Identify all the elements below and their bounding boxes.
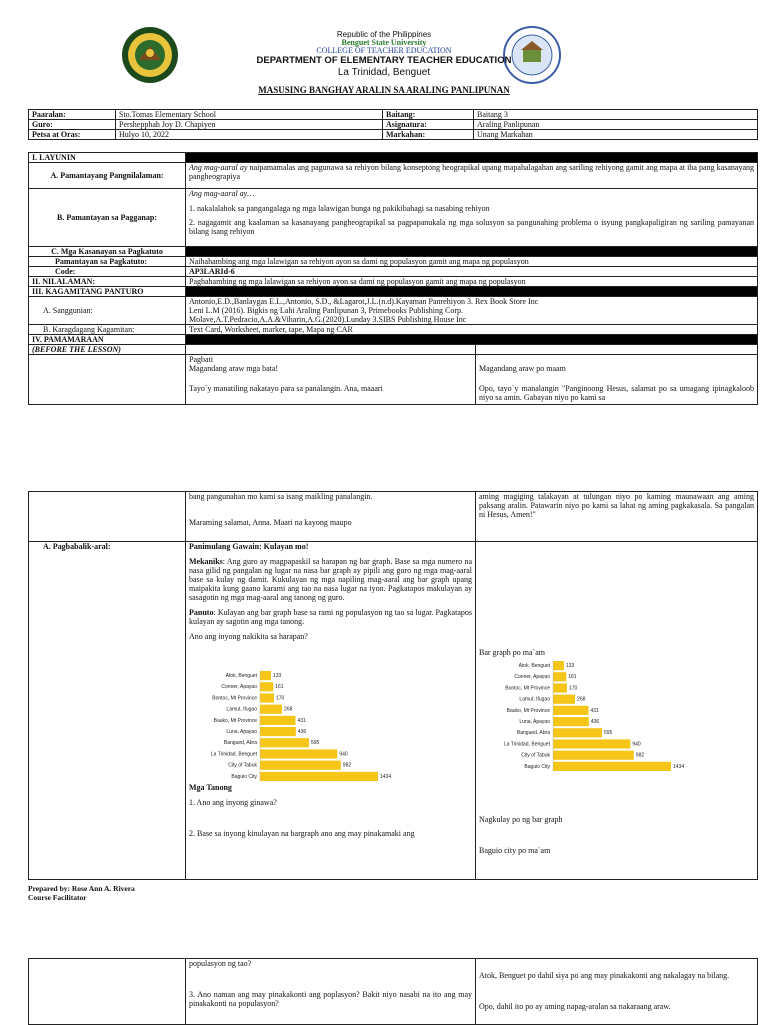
body-text: : Ang guro ay magpapaskil sa harapan ng bar graph. Base sa mga numero na nasa gilid ng pangalan ng lugar na nasa bar graph ay pipili ang guro ng mga mag-aaral base sa kulay ng damit. Kukulayan ng mga napiling mag-aaral ang bar graph upang maipakita kung gaano karami ang tao na nasa lugar na iyon. Pagkatapos makulayan ay sasagotin ng mga mag-aaral ang tanong ng guro. [189, 557, 472, 602]
student-activity [476, 959, 758, 1025]
republic-line: Republic of the Philippines [336, 30, 432, 39]
section-bar [186, 287, 758, 297]
category-label: Bangued, Abra [516, 730, 550, 737]
prepared-role: Course Facilitator [28, 893, 87, 902]
student-line: Opo, tayo`y manalangin "Panginoong Hesus, salamat po sa umagang ipinagkaloob niyo sa amin. Gabayan niyo po kami sa [479, 384, 754, 402]
before-lesson-label: (BEFORE THE LESSON) [29, 345, 186, 355]
pamamaraan-label: IV. PAMAMARAAN [29, 335, 186, 345]
value-label: 436 [297, 729, 307, 735]
objective-item: 1. nakalalahok sa pangangalaga ng mga lalawigan bunga ng pakikibahagi sa nasabing rehiyon [189, 204, 490, 213]
bar [553, 683, 567, 692]
value-label: 133 [272, 673, 282, 679]
panuto-text [189, 608, 472, 626]
bar [260, 738, 309, 747]
info-value: Unang Markahan [474, 130, 758, 140]
teacher-line: bang pangunahan mo kami sa isang maikling panalangin. [189, 492, 373, 501]
mekaniks-label: Mekaniks [189, 557, 223, 566]
value-label: 268 [577, 696, 586, 703]
karagdagan-label: B. Karagdagang Kagamitan: [29, 325, 186, 335]
category-label: Baguio City [231, 773, 257, 780]
reference-item: Leni L.M (2016). Bigkis ng Lahi Araling Panlipunan 3, Primebooks Publishing Corp. [189, 306, 463, 315]
mekaniks-text [189, 557, 472, 602]
teacher-question: 2. Base sa inyong kinulayan na bargraph ano ang may pinakamaki ang [189, 829, 415, 838]
section-bar [186, 247, 758, 257]
gawain-title: Panimulang Gawain: Kulayan mo! [189, 542, 309, 551]
teacher-activity [186, 959, 476, 1025]
category-label: Bontoc, Mt Province [505, 685, 550, 692]
info-value: Baitang 3 [474, 110, 758, 120]
value-label: 133 [565, 663, 575, 669]
student-answer: Atok, Benguet po dahil siya po ang may pinakakonti ang nakalagay na bilang. [479, 971, 730, 980]
pamantayan-sa-pagganap-text [186, 189, 758, 247]
university-name: Benguet State University [341, 38, 427, 47]
category-label: Lamut, Ifugao [519, 696, 550, 703]
bar [553, 661, 564, 670]
value-label: 436 [590, 719, 600, 725]
category-label: Luna, Apayao [226, 729, 257, 735]
section-bar [186, 153, 758, 163]
category-label: Conner, Apayao [514, 674, 550, 681]
student-line: aming magiging talakayan at tulungan niyo po kaming maunawaan ang aming paksang aralin. Patawarin niyo po kami sa lahat ng aming pagkakasala. Sa pangalan ni Hesus, Amen!" [479, 492, 754, 519]
bar [553, 695, 575, 704]
sanggunian-label: A. Sanggunian: [29, 297, 186, 325]
karagdagan-text: Text Card, Worksheet, marker, tape, Mapa ng CAR [186, 325, 758, 335]
pamantayang-pangnilalaman-text [186, 163, 758, 189]
value-label: 982 [635, 752, 645, 759]
teacher-question: Ano ang inyong nakikita sa harapan? [189, 632, 308, 641]
student-answer: Opo, dahil ito po ay aming napag-aralan sa nakaraang araw. [479, 1002, 671, 1011]
reference-item: Antonio,E.D.,Banlaygas E.L.,Antonio, S.D., &Lagarot,J.L.(n.d).Kayaman Panrehiyon 3. Rex Book Store Inc [189, 297, 539, 306]
category-label: Baguio City [524, 763, 550, 770]
bar [260, 671, 271, 680]
value-label: 170 [275, 695, 285, 702]
objective-item: 2. nagagamit ang kaalaman sa kasanayang pangheograpikal sa pagpapanukala ng mga solusyon sa pangunahing problema o isyung pangkapaligiran ng sariling pamayanan bilang isang rehiyon [189, 218, 754, 236]
bar [260, 772, 378, 781]
intro-text: Ang mag-aaral ay… [189, 189, 255, 198]
department-name: DEPARTMENT OF ELEMENTARY TEACHER EDUCATION [256, 55, 512, 66]
teacher-question: 3. Ano naman ang may pinakakonti ang poplasyon? Bakit niyo nasabi na ito ang may pinakakonti na populasyon? [189, 990, 472, 1008]
student-activity [476, 355, 758, 405]
value-label: 268 [284, 706, 293, 713]
bar [260, 693, 274, 702]
kagamitan-label: III. KAGAMITANG PANTURO [29, 287, 186, 297]
info-label: Guro: [29, 120, 116, 130]
teacher-line: populasyon ng tao? [189, 959, 252, 968]
info-label: Petsa at Oras: [29, 130, 116, 140]
category-label: Conner, Apayao [221, 684, 257, 691]
info-label: Asignatura: [383, 120, 474, 130]
value-label: 940 [339, 751, 348, 758]
value-label: 431 [297, 717, 306, 724]
student-column [476, 345, 758, 355]
section-bar [186, 335, 758, 345]
code-label: Code: [29, 267, 186, 277]
lesson-plan-table-page3 [28, 958, 758, 1025]
value-label: 431 [590, 707, 599, 714]
teacher-line: Tayo`y manatiling nakatayo para sa panalangin. Ana, maaari [189, 384, 383, 393]
pamantayan-sa-pagganap-label: B. Pamantayan sa Pagganap: [29, 189, 186, 247]
category-label: Atok, Benguet [518, 663, 550, 669]
info-table [28, 109, 758, 140]
teacher-line: Magandang araw mga bata! [189, 364, 279, 373]
student-line: Magandang araw po maam [479, 364, 566, 373]
sanggunian-list [186, 297, 758, 325]
kasanayan-label: C. Mga Kasanayan sa Pagkatuto [29, 247, 186, 257]
value-label: 595 [310, 740, 320, 747]
info-row [29, 120, 758, 130]
category-label: La Trinidad, Benguet [503, 741, 550, 748]
tanong-label: Mga Tanong [189, 783, 232, 792]
category-label: Atok, Benguet [225, 673, 257, 679]
bar [260, 705, 282, 714]
bar [260, 682, 273, 691]
bar [260, 727, 296, 736]
body-text: naipamamalas ang pagunawa sa rehiyon bilang konseptong heograpikal upang mapahalagahan ang sariling rehiyong gamit ang mapa at iba pang kasanayang pangheograpiya [189, 163, 755, 181]
bar [553, 751, 634, 760]
student-answer: Baguio city po ma`am [479, 846, 551, 855]
population-bar-chart-student [483, 658, 683, 772]
teacher-activity [186, 355, 476, 405]
student-answer: Nagkulay po ng bar graph [479, 815, 563, 824]
info-value: Sto.Tomas Elementary School [116, 110, 383, 120]
lesson-plan-table [28, 152, 758, 405]
location: La Trinidad, Benguet [337, 67, 431, 78]
body-text: : Kulayan ang bar graph base sa rami ng populasyon ng tao sa lugar. Pagkatapos kulayan ay sagotin ang mga tanong. [189, 608, 472, 626]
info-value: Araling Panlipunan [474, 120, 758, 130]
category-label: Bontoc, Mt Province [212, 695, 257, 702]
teacher-line: Maraming salamat, Anna. Maari na kayong maupo [189, 518, 352, 527]
college-name: COLLEGE OF TEACHER EDUCATION [316, 46, 452, 55]
value-label: 940 [632, 741, 641, 748]
value-label: 1434 [673, 763, 685, 770]
empty-cell [29, 355, 186, 405]
category-label: La Trinidad, Benguet [210, 751, 257, 758]
reference-item: Molave,A.T.Pedracio,A.A.&Viharin,A.G.(2020).Lunday 3.SIBS Publishing House Inc [189, 315, 467, 324]
bar [553, 706, 588, 715]
value-label: 982 [342, 762, 352, 769]
bar [553, 728, 602, 737]
category-label: City of Tabuk [521, 752, 550, 759]
category-label: Bauko, Mt Province [506, 707, 550, 714]
bar [260, 716, 295, 725]
info-row [29, 130, 758, 140]
pamantayang-pangnilalaman-label: A. Pamantayang Pangnilalaman: [29, 163, 186, 189]
prepared-by: Prepared by: Rose Ann A. Rivera [28, 884, 135, 893]
info-row [29, 110, 758, 120]
pagbati-label: Pagbati [189, 355, 213, 364]
info-label: Baitang: [383, 110, 474, 120]
teacher-question: 1. Ano ang inyong ginawa? [189, 798, 277, 807]
intro-em: Ang mag-aaral ay [189, 163, 248, 172]
value-label: 161 [275, 684, 284, 691]
bar [553, 739, 630, 748]
category-label: Bangued, Abra [223, 740, 257, 747]
info-label: Paaralan: [29, 110, 116, 120]
empty-cell [29, 959, 186, 1025]
population-bar-chart-teacher [190, 668, 390, 782]
category-label: Bauko, Mt Province [213, 717, 257, 724]
value-label: 170 [568, 685, 578, 692]
section-layunin: I. LAYUNIN [29, 153, 186, 163]
nilalaman-text: Paghahambing ng mga lalawigan sa rehiyon ayon sa dami ng populasyon gamit ang mapa ng populasyon [186, 277, 758, 287]
code-text: AP3LARId-6 [186, 267, 758, 277]
bar [260, 761, 341, 770]
bar [260, 749, 337, 758]
info-label: Markahan: [383, 130, 474, 140]
category-label: Luna, Apayao [519, 719, 550, 725]
teacher-activity [186, 492, 476, 542]
pamantayan-sa-pagkatuto-text: Naihahambing ang mga lalawigan sa rehiyon ayon sa dami ng populasyon gamit ang mapa ng populasyon [186, 257, 758, 267]
student-activity [476, 492, 758, 542]
value-label: 1434 [380, 773, 392, 780]
panuto-label: Panuto [189, 608, 214, 617]
info-value: Hulyo 10, 2022 [116, 130, 383, 140]
student-answer: Bar graph po ma`am [479, 648, 545, 657]
info-value: Pershepphah Joy D. Chapiyen [116, 120, 383, 130]
value-label: 161 [568, 674, 577, 681]
pagbabalik-aral-label: A. Pagbabalik-aral: [29, 542, 186, 880]
pamantayan-sa-pagkatuto-label: Pamantayan sa Pagkatuto: [29, 257, 186, 267]
teacher-column [186, 345, 476, 355]
nilalaman-label: II. NILALAMAN: [29, 277, 186, 287]
empty-cell [29, 492, 186, 542]
bar [553, 672, 566, 681]
category-label: Lamut, Ifugao [226, 706, 257, 713]
category-label: City of Tabuk [228, 762, 257, 769]
bar [553, 762, 671, 771]
bar [553, 717, 589, 726]
document-title: MASUSING BANGHAY ARALIN SA ARALING PANLIPUNAN [258, 85, 510, 95]
value-label: 595 [603, 730, 613, 737]
